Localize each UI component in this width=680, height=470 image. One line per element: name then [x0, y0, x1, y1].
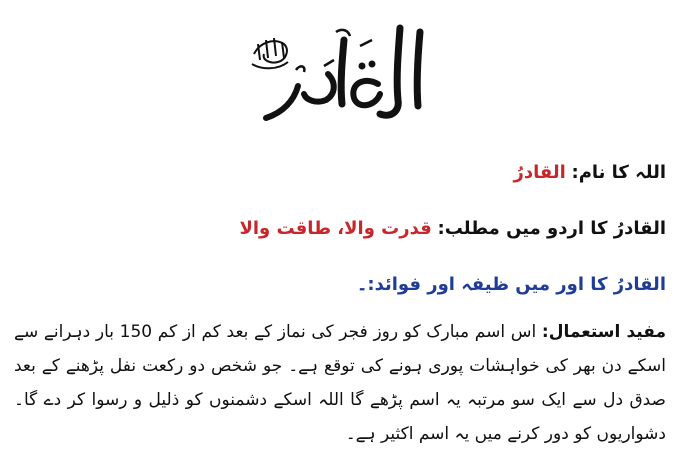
benefits-paragraph [14, 315, 666, 451]
meaning-value: قدرت والا، طاقت والا [239, 218, 432, 239]
wazifa-heading: القادرُ کا اور میں ظیفہ اور فوائد:۔ [356, 274, 666, 295]
urdu-meaning-line [14, 216, 666, 242]
honorific-jalla-jalaluhu [252, 38, 288, 68]
benefits-label: مفید استعمال: [541, 322, 666, 342]
calligraphy-icon [240, 14, 440, 126]
al-qadir-calligraphy-logo [240, 14, 440, 126]
name-value: القادرُ [513, 162, 566, 183]
benefits-text: اس اسم مبارک کو روز فجر کی نماز کے بعد کم از کم 150 بار دہرانے سے اسکے دن بھر کی خواہشات پوری ہونے کی توقع ہے۔ جو شخص دو رکعت نفل پڑھنے کے بعد صدق دل سے ایک سو مرتبہ یہ اسم پڑھے گا اللہ اسکے دشمنوں کو ذلیل و رسوا کر دے گا۔ دشواریوں کو دور کرنے میں یہ اسم اکثیر ہے۔ [14, 322, 666, 444]
name-label: اللہ کا نام: [571, 162, 666, 183]
allah-name-line [14, 160, 666, 186]
meaning-label: القادرُ کا اردو میں مطلب: [437, 218, 666, 239]
